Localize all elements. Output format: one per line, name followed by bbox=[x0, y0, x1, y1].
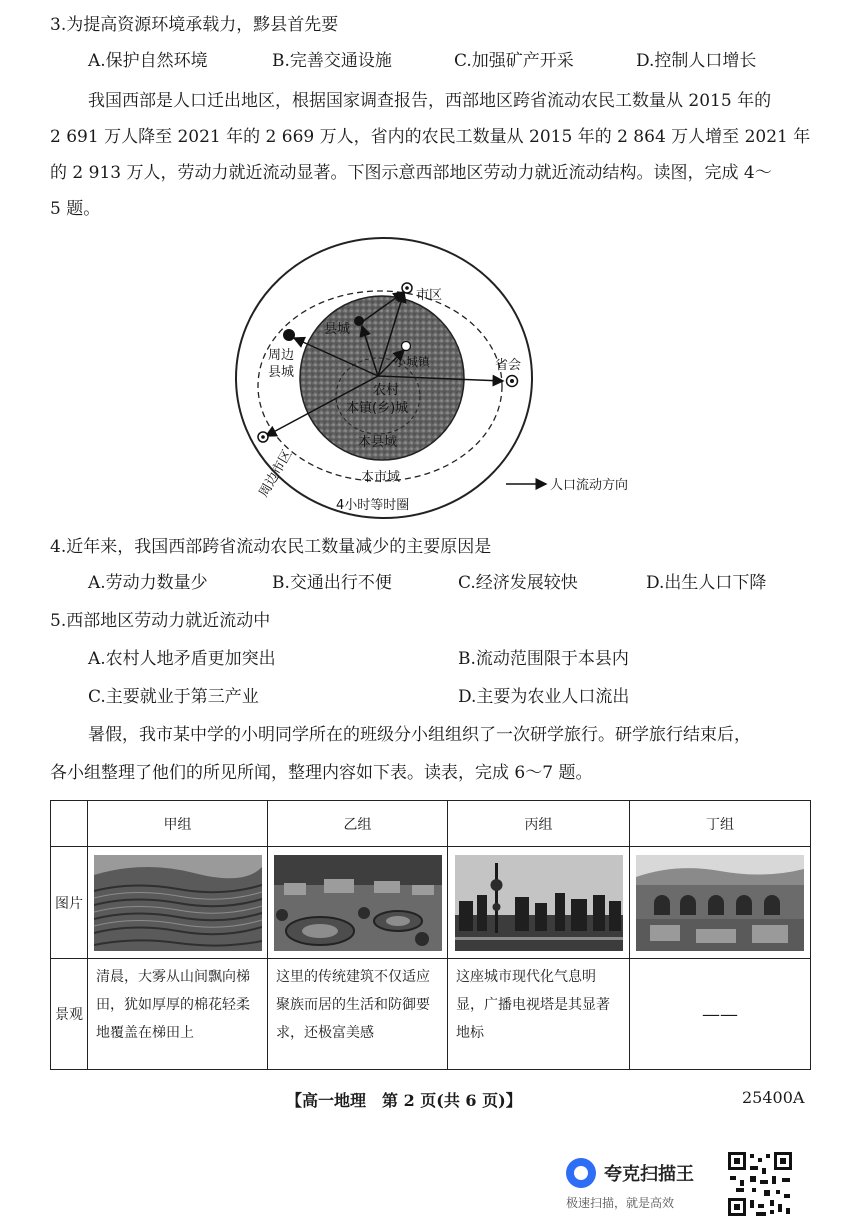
passage1-line-1: 我国西部是人口迁出地区，根据国家调查报告，西部地区跨省流动农民工数量从 2015 年的 bbox=[88, 91, 772, 111]
label-city-district: 市区 bbox=[416, 288, 443, 303]
labor-flow-diagram bbox=[228, 236, 658, 526]
passage2-line-2: 各小组整理了他们的所见所闻，整理内容如下表。读表，完成 6～7 题。 bbox=[50, 763, 593, 783]
q3-option-c: C.加强矿产开采 bbox=[454, 51, 574, 71]
q3-option-b: B.完善交通设施 bbox=[272, 51, 392, 71]
city-tower-photo bbox=[455, 855, 623, 951]
group-ding: 丁组 bbox=[630, 801, 811, 847]
passage1-line-4: 5 题。 bbox=[50, 199, 101, 219]
label-this-city: 本市域 bbox=[361, 470, 401, 485]
neighbor-county-marker bbox=[283, 329, 295, 341]
row-label-image: 图片 bbox=[51, 847, 88, 959]
q4-option-a: A.劳动力数量少 bbox=[88, 573, 208, 593]
q5-option-a: A.农村人地矛盾更加突出 bbox=[88, 649, 276, 669]
q3-stem: 3.为提高资源环境承载力，黟县首先要 bbox=[50, 15, 339, 35]
label-county-town: 县城 bbox=[324, 322, 351, 337]
q3-option-a: A.保护自然环境 bbox=[88, 51, 208, 71]
qr-code-icon bbox=[726, 1150, 794, 1218]
county-town-marker bbox=[354, 316, 364, 326]
label-village: 农村 bbox=[373, 383, 400, 398]
q5-option-c: C.主要就业于第三产业 bbox=[88, 687, 259, 707]
scene-jia: 清晨，大雾从山间飘向梯田，犹如厚厚的棉花轻柔地覆盖在梯田上 bbox=[88, 959, 268, 1070]
row-label-scene: 景观 bbox=[51, 959, 88, 1070]
label-this-county: 本县域 bbox=[358, 435, 398, 450]
scanner-brand-name: 夸克扫描王 bbox=[604, 1164, 694, 1185]
q5-option-d: D.主要为农业人口流出 bbox=[458, 687, 630, 707]
label-small-town: 小城镇 bbox=[394, 355, 431, 369]
study-trip-table bbox=[50, 800, 811, 1070]
table-row-images bbox=[51, 847, 811, 959]
passage1-line-2: 2 691 万人降至 2021 年的 2 669 万人，省内的农民工数量从 2015 年的 2 864 万人增至 2021 年 bbox=[50, 127, 811, 147]
scanner-logo-icon bbox=[566, 1158, 596, 1188]
passage1-line-3: 的 2 913 万人，劳动力就近流动显著。下图示意西部地区劳动力就近流动结构。读图，完成 4～ bbox=[50, 163, 772, 183]
tulou-photo bbox=[274, 855, 442, 951]
group-yi: 乙组 bbox=[268, 801, 448, 847]
cave-dwelling-photo bbox=[636, 855, 804, 951]
q5-stem: 5.西部地区劳动力就近流动中 bbox=[50, 611, 271, 631]
label-neighbor-county-b: 县城 bbox=[268, 365, 295, 380]
label-neighbor-city: 周边市区 bbox=[256, 447, 296, 500]
page-footer-subject: 【高一地理 第 2 页(共 6 页)】 bbox=[286, 1091, 522, 1110]
q4-stem: 4.近年来，我国西部跨省流动农民工数量减少的主要原因是 bbox=[50, 537, 492, 557]
table-header-row bbox=[51, 801, 811, 847]
legend-label: 人口流动方向 bbox=[550, 478, 629, 493]
scanner-brand-slogan: 极速扫描，就是高效 bbox=[566, 1196, 675, 1210]
legend bbox=[506, 477, 628, 493]
scene-ding: —— bbox=[630, 959, 811, 1070]
q4-option-d: D.出生人口下降 bbox=[646, 573, 767, 593]
q3-options bbox=[0, 50, 860, 74]
label-province-capital: 省会 bbox=[495, 358, 522, 373]
q5-options-row2 bbox=[0, 686, 860, 710]
group-jia: 甲组 bbox=[88, 801, 268, 847]
q3-option-d: D.控制人口增长 bbox=[636, 51, 757, 71]
q4-options bbox=[0, 572, 860, 596]
q4-option-c: C.经济发展较快 bbox=[458, 573, 578, 593]
label-neighbor-county-a: 周边 bbox=[268, 348, 295, 363]
terrace-photo bbox=[94, 855, 262, 951]
table-row-scenes bbox=[51, 959, 811, 1070]
scanner-brand bbox=[566, 1156, 726, 1216]
q4-option-b: B.交通出行不便 bbox=[272, 573, 392, 593]
page-footer-code: 25400A bbox=[742, 1088, 805, 1107]
scene-bing: 这座城市现代化气息明显，广播电视塔是其显著地标 bbox=[448, 959, 630, 1070]
q5-option-b: B.流动范围限于本县内 bbox=[458, 649, 629, 669]
q5-options-row1 bbox=[0, 648, 860, 672]
passage2-line-1: 暑假，我市某中学的小明同学所在的班级分小组组织了一次研学旅行。研学旅行结束后， bbox=[88, 725, 751, 745]
group-bing: 丙组 bbox=[448, 801, 630, 847]
small-town-marker bbox=[402, 342, 411, 351]
label-isochrone: 4小时等时圈 bbox=[336, 498, 410, 513]
label-township: 本镇(乡)城 bbox=[346, 401, 409, 416]
scene-yi: 这里的传统建筑不仅适应聚族而居的生活和防御要求，还极富美感 bbox=[268, 959, 448, 1070]
